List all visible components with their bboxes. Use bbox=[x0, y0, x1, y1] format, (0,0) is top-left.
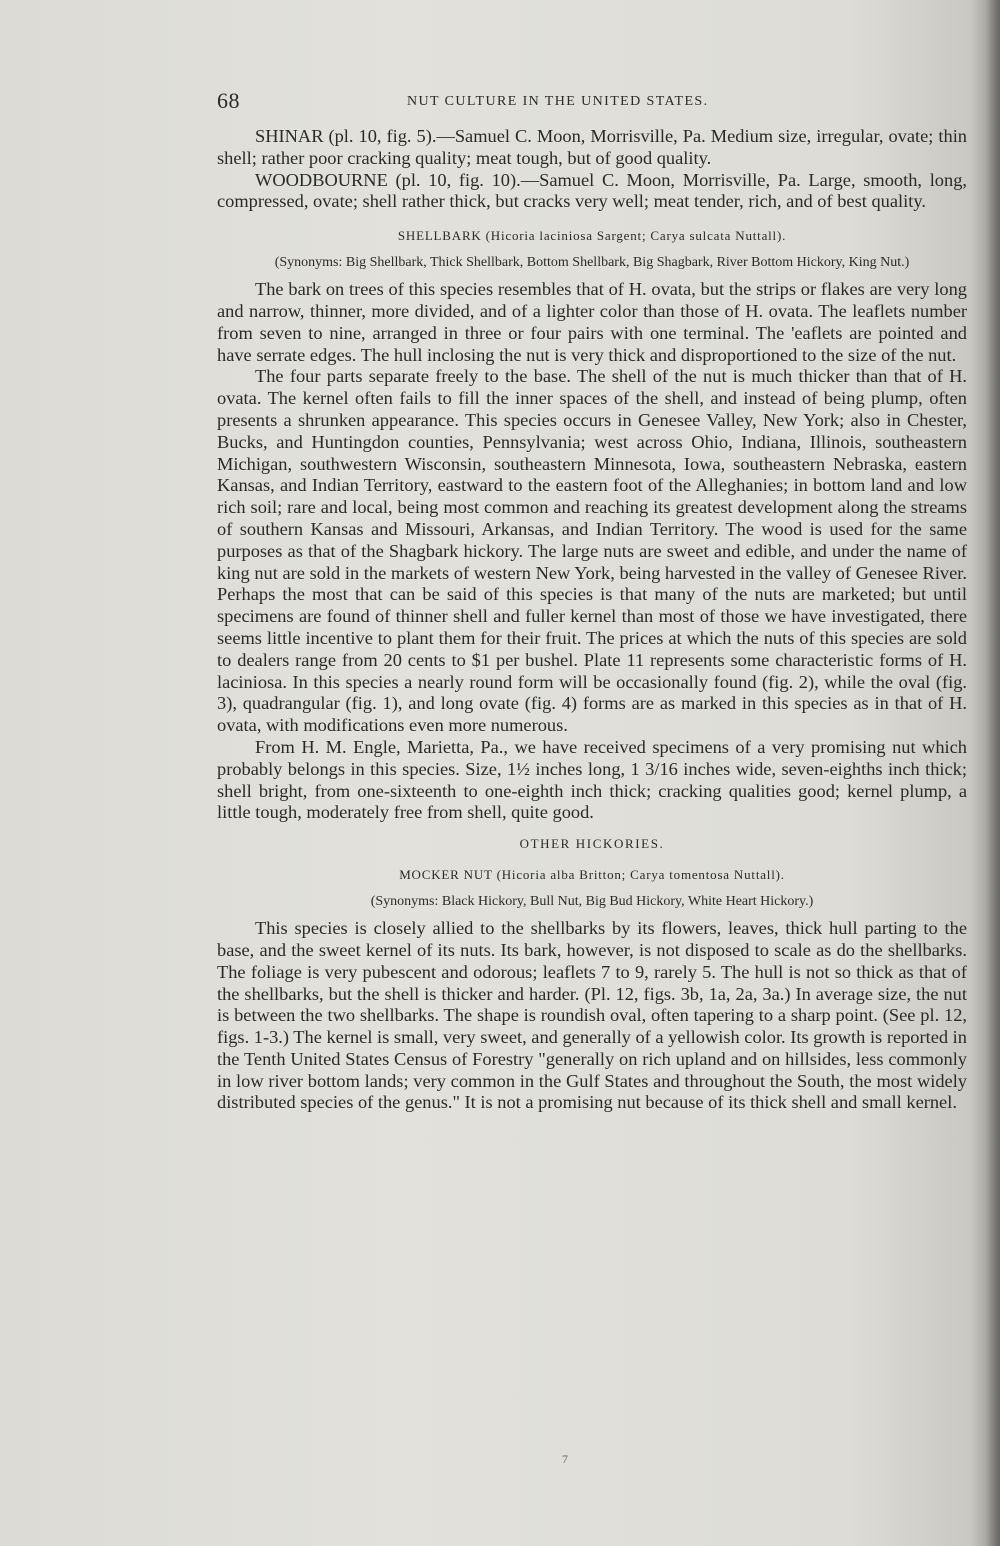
footer-mark: 7 bbox=[562, 1452, 568, 1466]
shellbark-heading: SHELLBARK (Hicoria laciniosa Sargent; Carya sulcata Nuttall). bbox=[397, 228, 787, 244]
page-number: 68 bbox=[217, 88, 240, 113]
shellbark-paragraph-2: The four parts separate freely to the base. The shell of the nut is much thicker than that of H. ovata. The kernel often fails to fill the inner spaces of the shell, and instead of being plump, often presents a shrunken appearance. This species occurs in Genesee Valley, New York; also in Chester, Bucks, and Huntingdon counties, Pennsylvania; west across Ohio, Indiana, Illinois, southeastern Michigan, southwestern Wisconsin, southeastern Minnesota, Iowa, southeastern Nebraska, eastern Kansas, and Indian Territory, eastward to the eastern foot of the Alleghanies; in bottom land and low rich soil; rare and local, being most common and reaching its greatest development along the streams of southern Kansas and Missouri, Arkansas, and Indian Territory. The wood is used for the same purposes as that of the Shagbark hickory. The large nuts are sweet and edible, and under the name of king nut are sold in the markets of western New York, being harvested in the valley of Genesee River. Perhaps the most that can be said of this species is that many of the nuts are marketed; but until specimens are found of thinner shell and fuller kernel than most of those we have investigated, there seems little incentive to plant them for their fruit. The prices at which the nuts of this species are sold to dealers range from 20 cents to $1 per bushel. Plate 11 represents some characteristic forms of H. laciniosa. In this species a nearly round form will be occasionally found (fig. 2), while the oval (fig. 3), quadrangular (fig. 1), and long ovate (fig. 4) forms are as marked in this species as in that of H. ovata, with modifications even more numerous. bbox=[217, 366, 967, 736]
mocker-nut-heading: MOCKER NUT (Hicoria alba Britton; Carya tomentosa Nuttall). bbox=[399, 867, 785, 883]
shellbark-paragraph-3: From H. M. Engle, Marietta, Pa., we have received specimens of a very promising nut which probably belongs in this species. Size, 1½ inches long, 1 3/16 inches wide, seven-eighths inch thick; shell bright, from one-sixteenth to one-eighth inch thick; cracking qualities good; kernel plump, a little tough, moderately free from shell, quite good. bbox=[217, 736, 967, 823]
other-hickories-title: OTHER HICKORIES. bbox=[519, 836, 665, 852]
shellbark-synonyms: (Synonyms: Big Shellbark, Thick Shellbark, Bottom Shellbark, Big Shagbark, River Bottom Hickory, King Nut.) bbox=[274, 255, 910, 271]
entry-woodbourne: WOODBOURNE (pl. 10, fig. 10).—Samuel C. Moon, Morrisville, Pa. Large, smooth, long, compressed, ovate; shell rather thick, but cracks very well; meat tender, rich, and of best quality. bbox=[217, 169, 967, 212]
page-text bbox=[217, 88, 967, 1114]
mocker-nut-paragraph: This species is closely allied to the shellbarks by its flowers, leaves, thick hull parting to the base, and the sweet kernel of its nuts. Its bark, however, is not disposed to scale as do the shellbarks. The foliage is very pubescent and odorous; leaflets 7 to 9, rarely 5. The hull is not so thick as that of the shellbarks, but the shell is thicker and harder. (Pl. 12, figs. 3b, 1a, 2a, 3a.) In average size, the nut is between the two shellbarks. The shape is roundish oval, often tapering to a sharp point. (See pl. 12, figs. 1-3.) The kernel is small, very sweet, and generally of a yellowish color. Its growth is reported in the Tenth United States Census of Forestry "generally on rich upland and on hillsides, less commonly in low river bottom lands; very common in the Gulf States and throughout the South, the most widely distributed species of the genus." It is not a promising nut because of its thick shell and small kernel. bbox=[217, 918, 967, 1113]
mocker-nut-synonyms: (Synonyms: Black Hickory, Bull Nut, Big Bud Hickory, White Heart Hickory.) bbox=[370, 894, 814, 910]
entry-shinar: SHINAR (pl. 10, fig. 5).—Samuel C. Moon, Morrisville, Pa. Medium size, irregular, ovate; thin shell; rather poor cracking quality; meat tough, but of good quality. bbox=[217, 126, 967, 168]
running-title: NUT CULTURE IN THE UNITED STATES. bbox=[407, 94, 709, 109]
page-edge-shadow bbox=[986, 0, 1000, 1546]
shellbark-paragraph-1: The bark on trees of this species resembles that of H. ovata, but the strips or flakes are very long and narrow, thinner, more divided, and of a lighter color than those of H. ovata. The leaflets number from seven to nine, arranged in three or four pairs with one terminal. The 'eaflets are pointed and have serrate edges. The hull inclosing the nut is very thick and disproportioned to the size of the nut. bbox=[217, 279, 967, 365]
page-header bbox=[217, 88, 967, 126]
